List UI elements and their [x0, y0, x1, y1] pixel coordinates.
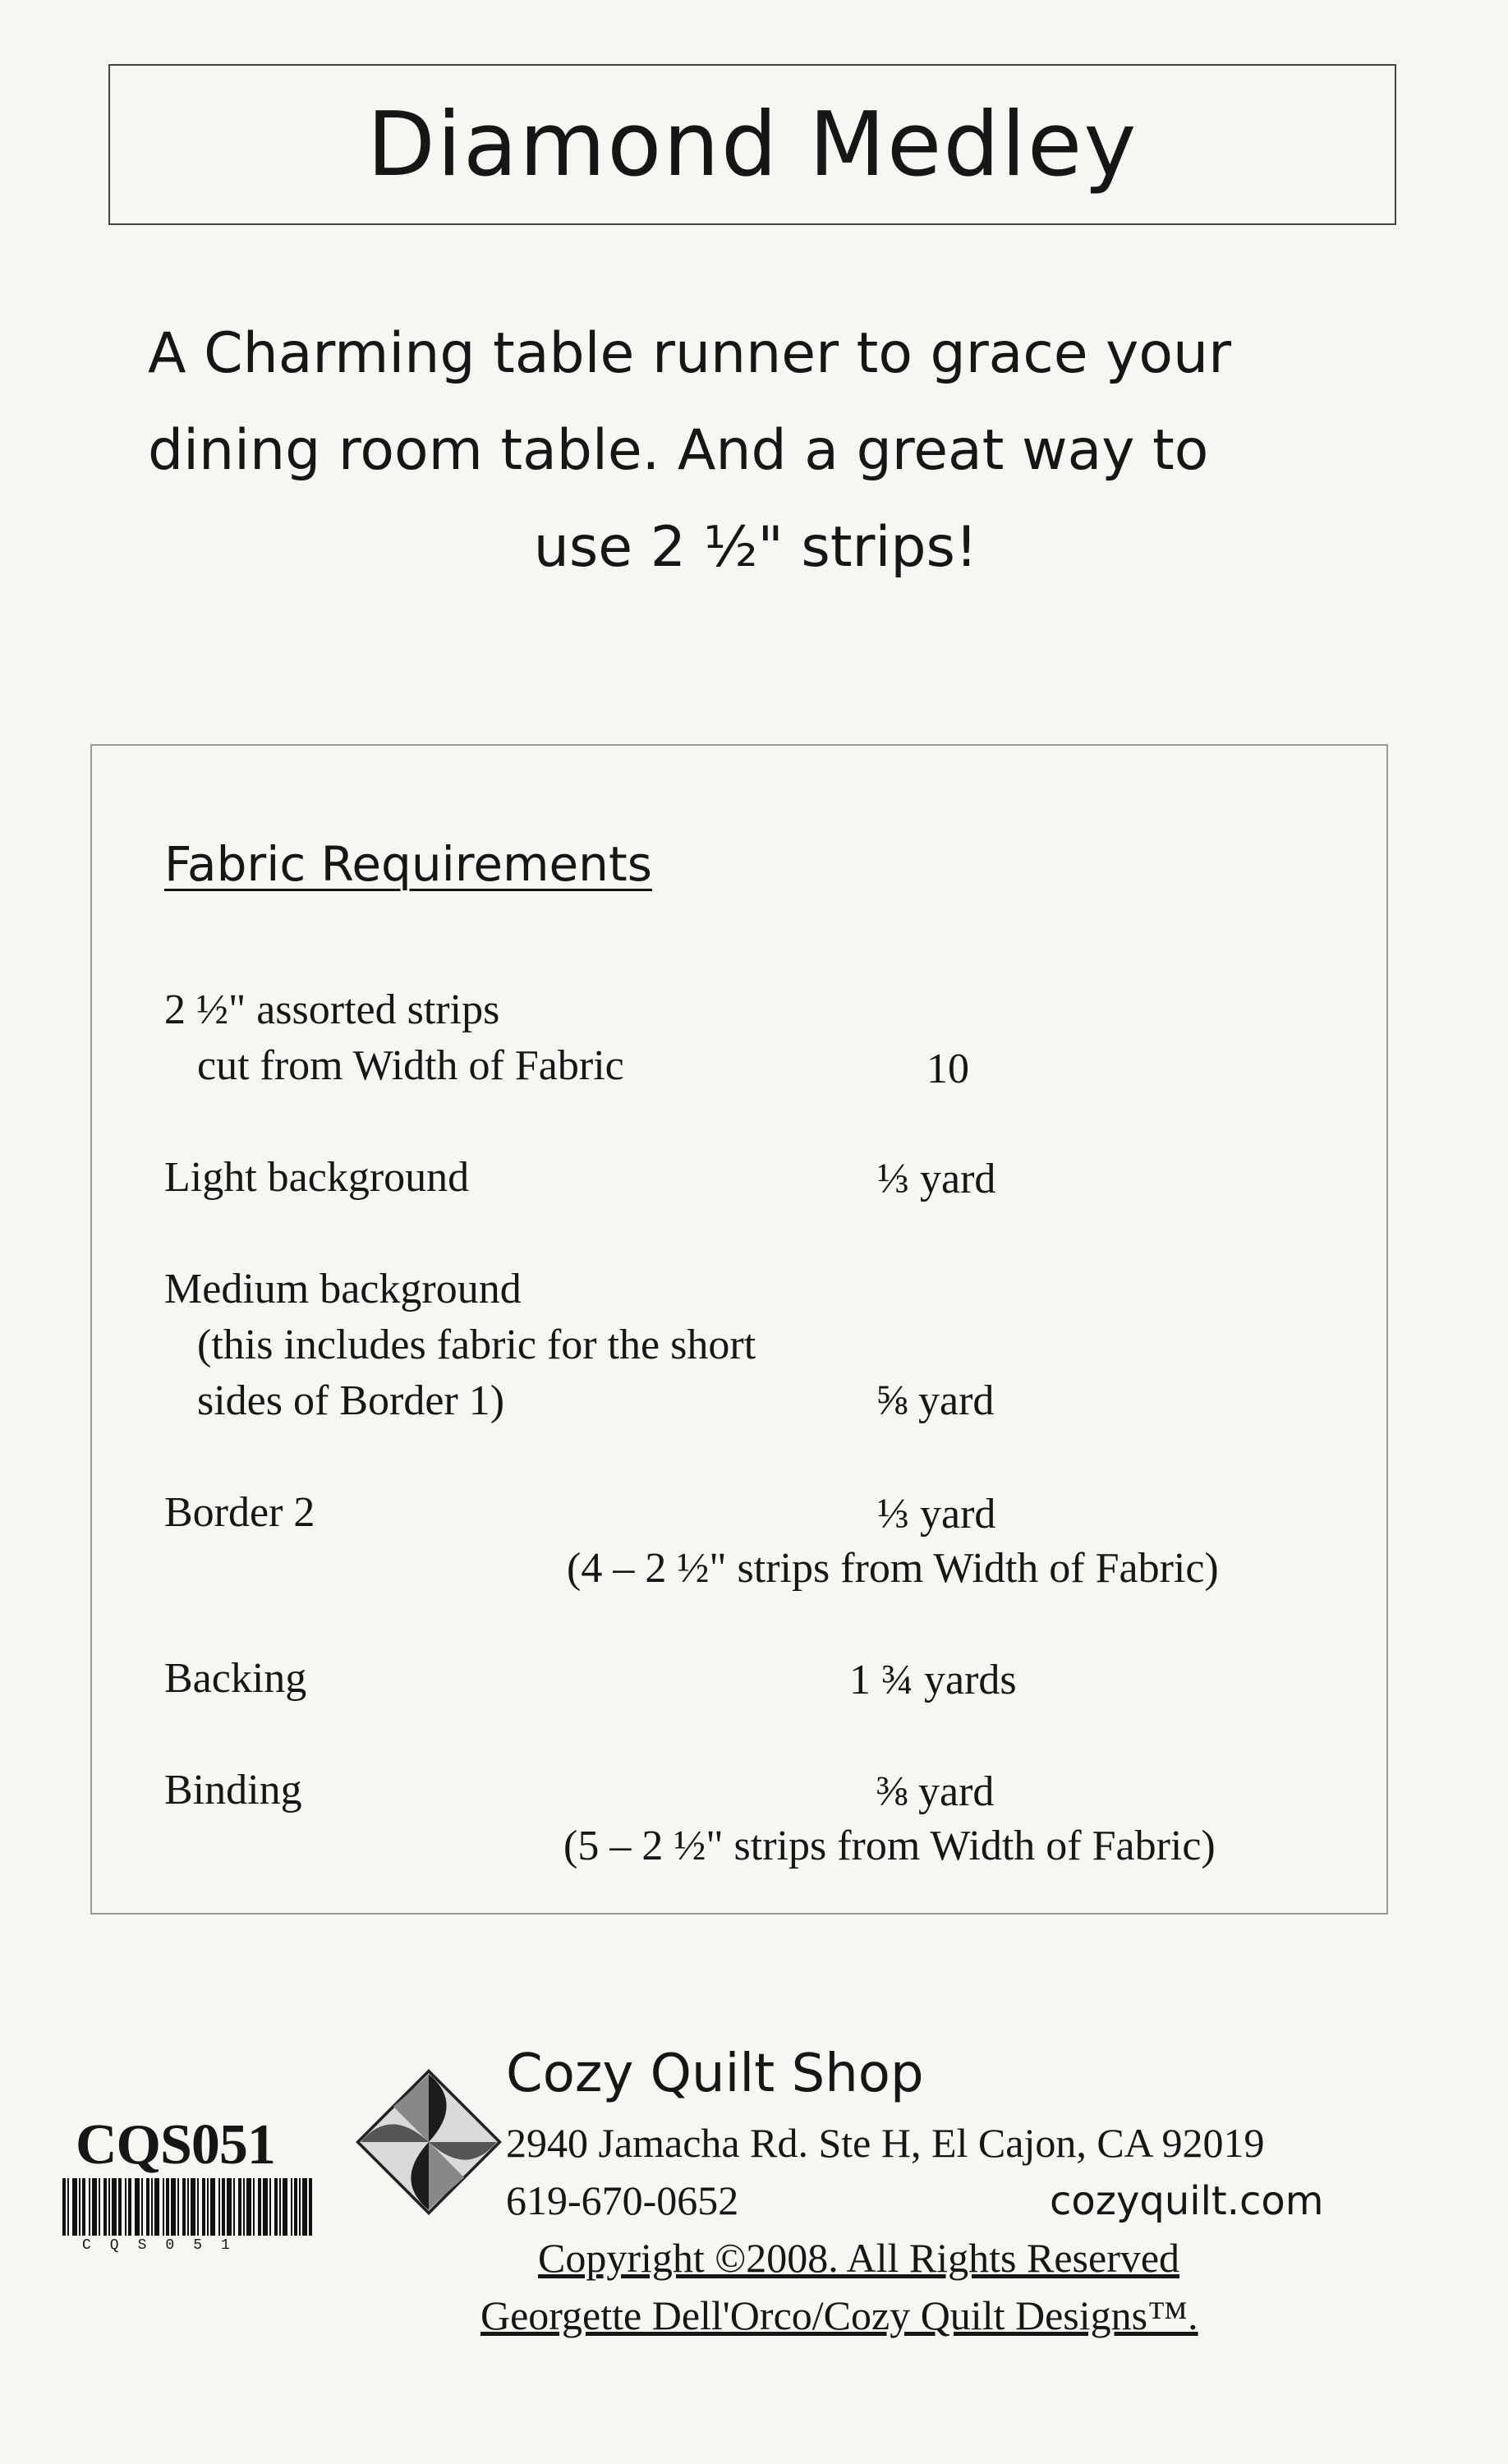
req-strips-qty: 10: [926, 1046, 969, 1092]
req-light-label: Light background: [164, 1154, 470, 1201]
title-box: [108, 64, 1396, 225]
req-medium-sublabel-1: (this includes fabric for the short: [197, 1322, 756, 1368]
req-binding-note: (5 – 2 ½" strips from Width of Fabric): [563, 1823, 1216, 1869]
pinwheel-diamond-logo-icon: [355, 2068, 503, 2216]
req-backing-qty: 1 ¾ yards: [849, 1657, 1017, 1703]
req-binding-qty: ⅜ yard: [876, 1768, 995, 1815]
req-medium-sublabel-2: sides of Border 1): [197, 1377, 505, 1424]
req-backing-label: Backing: [164, 1655, 307, 1702]
intro-line-3: use 2 ½" strips!: [533, 515, 978, 580]
shop-phone: 619-670-0652: [506, 2177, 739, 2223]
intro-line-1: A Charming table runner to grace your: [148, 321, 1232, 386]
shop-website: cozyquilt.com: [1050, 2178, 1324, 2224]
intro-line-2: dining room table. And a great way to: [148, 418, 1209, 483]
shop-name: Cozy Quilt Shop: [506, 2043, 924, 2104]
req-light-qty: ⅓ yard: [877, 1156, 996, 1202]
req-binding-label: Binding: [164, 1767, 302, 1814]
page-title: Diamond Medley: [366, 93, 1138, 196]
req-border2-label: Border 2: [164, 1489, 315, 1536]
requirements-heading: Fabric Requirements: [164, 836, 652, 892]
copyright-notice: Copyright ©2008. All Rights Reserved: [538, 2235, 1180, 2281]
intro-text: [148, 306, 1396, 596]
req-border2-note: (4 – 2 ½" strips from Width of Fabric): [567, 1545, 1219, 1592]
req-strips-label: 2 ½" assorted strips: [164, 986, 500, 1033]
sku-code: CQS051: [76, 2113, 275, 2177]
req-medium-qty: ⅝ yard: [876, 1377, 995, 1424]
barcode-icon: [62, 2178, 312, 2236]
req-border2-qty: ⅓ yard: [877, 1491, 996, 1538]
req-strips-sublabel: cut from Width of Fabric: [197, 1042, 624, 1089]
shop-address: 2940 Jamacha Rd. Ste H, El Cajon, CA 92019: [506, 2120, 1265, 2166]
designer-credit: Georgette Dell'Orco/Cozy Quilt Designs™.: [480, 2292, 1198, 2338]
req-medium-label: Medium background: [164, 1266, 522, 1312]
barcode-digits: CQS051: [82, 2237, 249, 2254]
